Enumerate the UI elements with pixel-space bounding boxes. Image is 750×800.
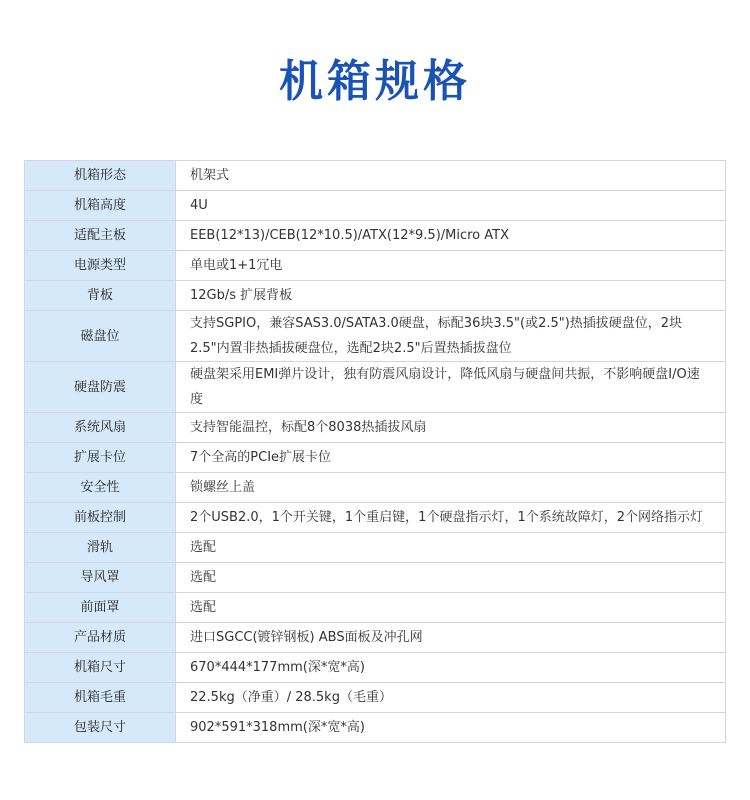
spec-label: 机箱高度 — [25, 191, 176, 221]
spec-value: 支持智能温控，标配8个8038热插拔风扇 — [176, 413, 726, 443]
spec-value: EEB(12*13)/CEB(12*10.5)/ATX(12*9.5)/Micro ATX — [176, 221, 726, 251]
spec-table — [24, 160, 726, 743]
spec-value: 支持SGPIO，兼容SAS3.0/SATA3.0硬盘，标配36块3.5"(或2.5")热插拔硬盘位，2块 2.5"内置非热插拔硬盘位，选配2块2.5"后置热插拔盘位 — [176, 311, 726, 362]
spec-label: 适配主板 — [25, 221, 176, 251]
spec-row-material — [25, 623, 726, 653]
spec-label: 磁盘位 — [25, 311, 176, 362]
spec-value: 选配 — [176, 563, 726, 593]
spec-value: 锁螺丝上盖 — [176, 473, 726, 503]
spec-row-front-panel — [25, 503, 726, 533]
spec-row-weight — [25, 683, 726, 713]
spec-value: 2个USB2.0，1个开关键，1个重启键，1个硬盘指示灯，1个系统故障灯，2个网络指示灯 — [176, 503, 726, 533]
spec-label: 前面罩 — [25, 593, 176, 623]
spec-value: 机架式 — [176, 161, 726, 191]
spec-value: 4U — [176, 191, 726, 221]
spec-label: 滑轨 — [25, 533, 176, 563]
spec-value: 12Gb/s 扩展背板 — [176, 281, 726, 311]
spec-row-chassis-form — [25, 161, 726, 191]
spec-row-expansion-slots — [25, 443, 726, 473]
spec-row-backplane — [25, 281, 726, 311]
spec-label: 机箱形态 — [25, 161, 176, 191]
spec-label: 机箱尺寸 — [25, 653, 176, 683]
spec-value: 进口SGCC(镀锌钢板) ABS面板及冲孔网 — [176, 623, 726, 653]
spec-label: 产品材质 — [25, 623, 176, 653]
spec-row-drive-bays — [25, 311, 726, 362]
spec-label: 安全性 — [25, 473, 176, 503]
spec-row-front-cover — [25, 593, 726, 623]
spec-label: 扩展卡位 — [25, 443, 176, 473]
spec-row-chassis-dimensions — [25, 653, 726, 683]
spec-label: 导风罩 — [25, 563, 176, 593]
spec-label: 硬盘防震 — [25, 362, 176, 413]
spec-label: 电源类型 — [25, 251, 176, 281]
spec-value: 7个全高的PCIe扩展卡位 — [176, 443, 726, 473]
spec-value: 902*591*318mm(深*宽*高) — [176, 713, 726, 743]
spec-row-package-dimensions — [25, 713, 726, 743]
spec-row-drive-shockproof — [25, 362, 726, 413]
spec-label: 包装尺寸 — [25, 713, 176, 743]
spec-value: 单电或1+1冗电 — [176, 251, 726, 281]
spec-label: 前板控制 — [25, 503, 176, 533]
spec-label: 背板 — [25, 281, 176, 311]
spec-label: 机箱毛重 — [25, 683, 176, 713]
spec-row-security — [25, 473, 726, 503]
spec-row-rails — [25, 533, 726, 563]
spec-row-fans — [25, 413, 726, 443]
page-title: 机箱规格 — [279, 56, 471, 107]
spec-row-power — [25, 251, 726, 281]
spec-row-motherboard — [25, 221, 726, 251]
spec-label: 系统风扇 — [25, 413, 176, 443]
spec-value: 硬盘架采用EMI弹片设计，独有防震风扇设计，降低风扇与硬盘间共振，不影响硬盘I/O速度 — [176, 362, 726, 413]
spec-row-chassis-height — [25, 191, 726, 221]
spec-value: 选配 — [176, 593, 726, 623]
spec-value: 670*444*177mm(深*宽*高) — [176, 653, 726, 683]
spec-value: 22.5kg（净重）/ 28.5kg（毛重） — [176, 683, 726, 713]
spec-row-air-shroud — [25, 563, 726, 593]
spec-value: 选配 — [176, 533, 726, 563]
